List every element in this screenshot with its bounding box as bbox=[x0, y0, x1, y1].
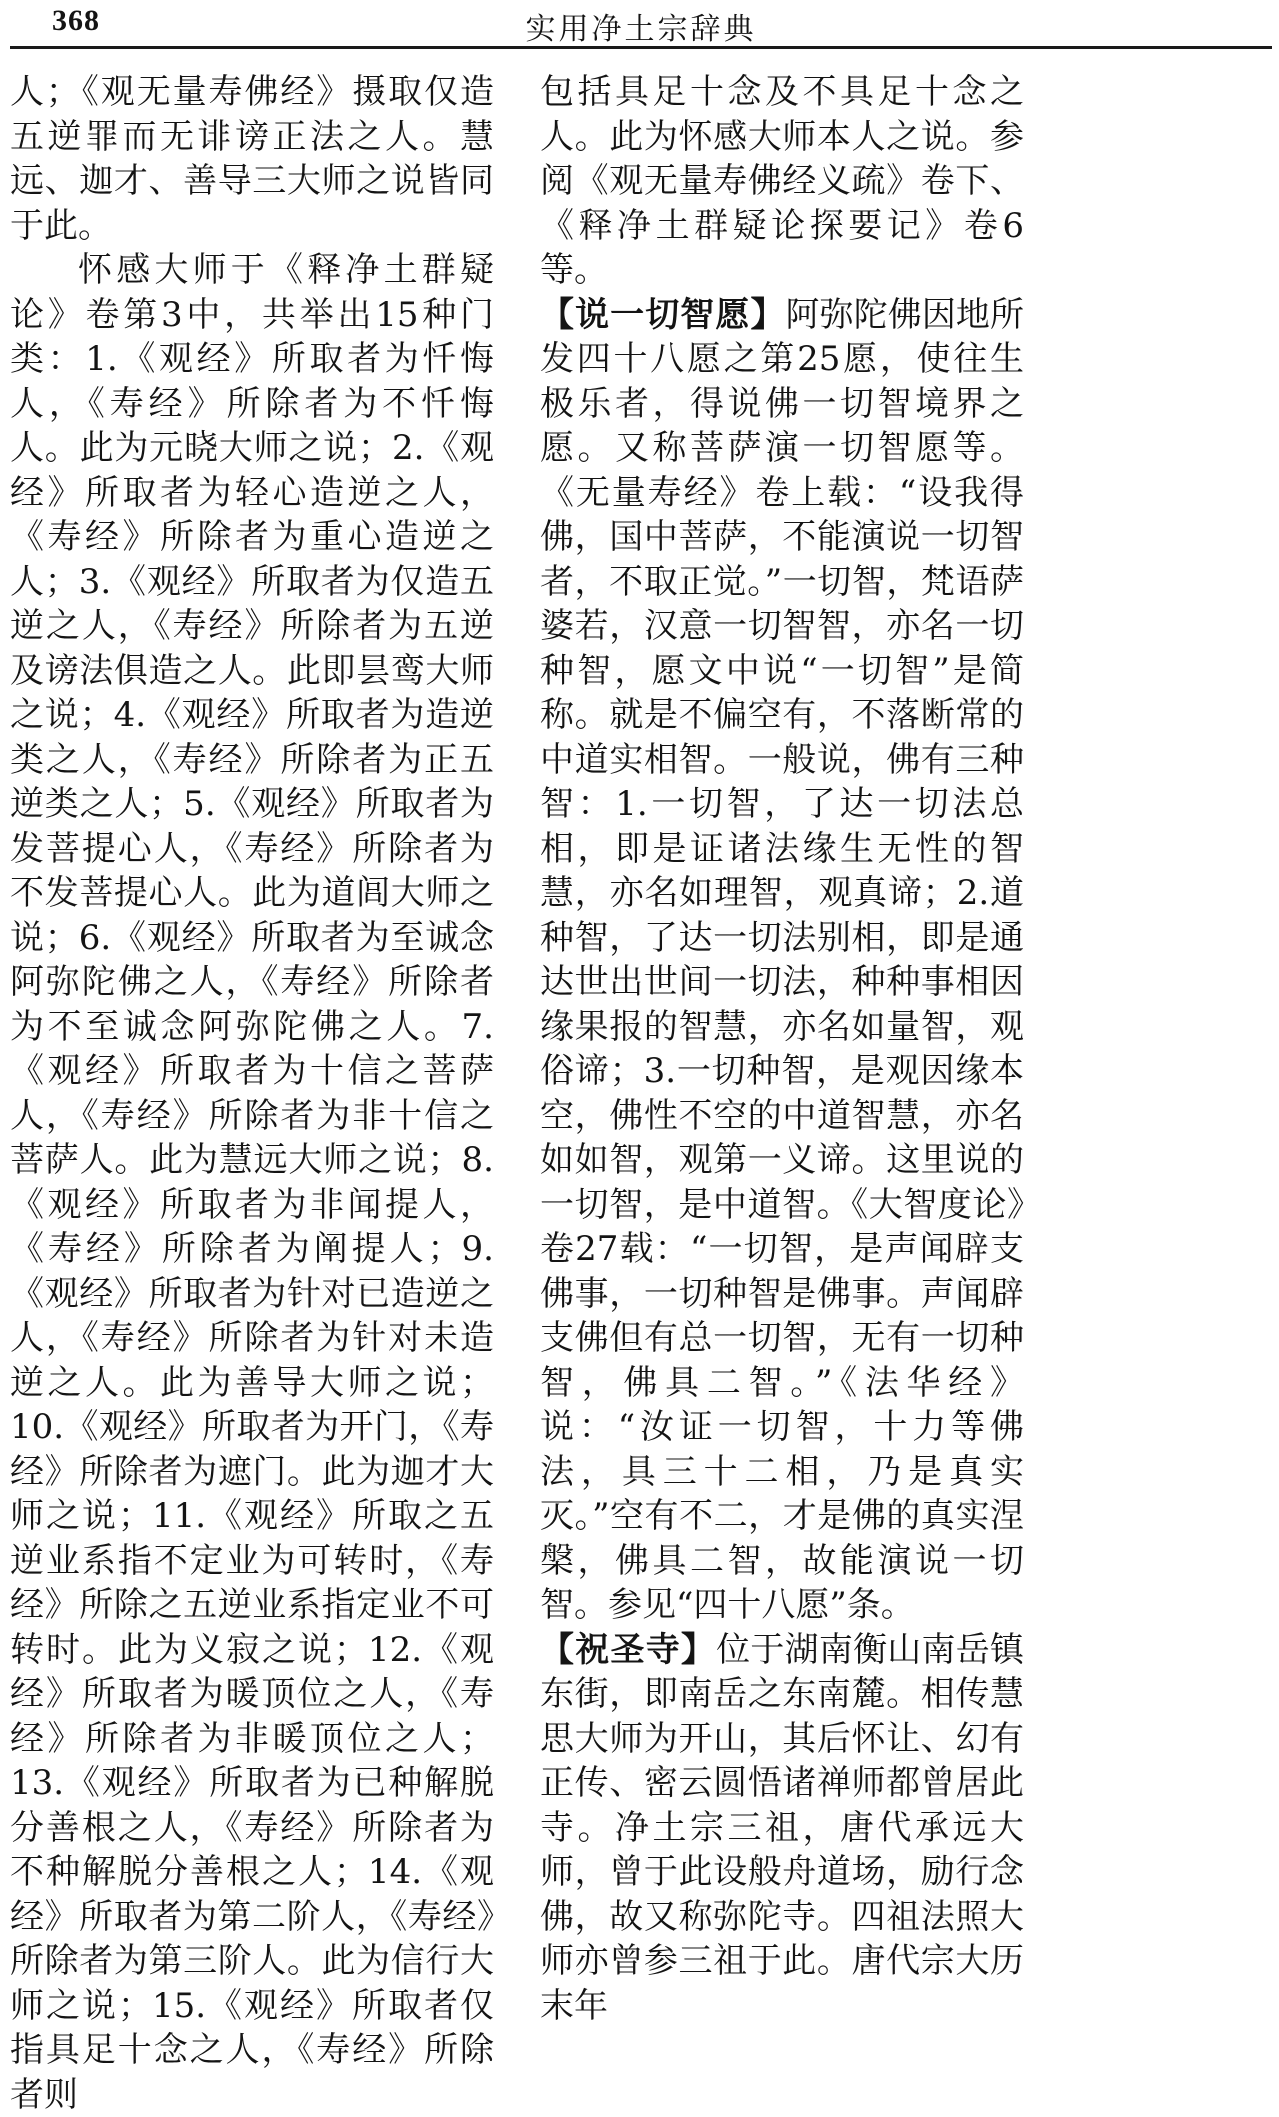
entry-headword: 【祝圣寺】 bbox=[540, 1629, 717, 1670]
running-title: 实用净土宗辞典 bbox=[525, 12, 757, 47]
right-column bbox=[540, 70, 1024, 2028]
entry-shuo-yiqie-zhi-yuan bbox=[540, 293, 1024, 1628]
entry-body: 阿弥陀佛因地所发四十八愿之第25愿，使往生极乐者，得说佛一切智境界之愿。又称菩萨演一切智愿等。《无量寿经》卷上载：“设我得佛，国中菩萨，不能演说一切智者，不取正觉。”一切智，梵语萨婆若，汉意一切智智，亦名一切种智，愿文中说“一切智”是简称。就是不偏空有，不落断常的中道实相智。一般说，佛有三种智：1.一切智，了达一切法总相，即是证诸法缘生无性的智慧，亦名如理智，观真谛；2.道种智，了达一切法别相，即是通达世出世间一切法，种种事相因缘果报的智慧，亦名如量智，观俗谛；3.一切种智，是观因缘本空，佛性不空的中道智慧，亦名如如智，观第一义谛。这里说的一切智，是中道智。《大智度论》卷27载：“一切智，是声闻辟支佛事，一切种智是佛事。声闻辟支佛但有总一切智，无有一切种智，佛具二智。”《法华经》说：“汝证一切智，十力等佛法，具三十二相，乃是真实灭。”空有不二，才是佛的真实涅槃，佛具二智，故能演说一切智。参见“四十八愿”条。 bbox=[540, 294, 1025, 1625]
entry-body: 位于湖南衡山南岳镇东街，即南岳之东南麓。相传慧思大师为开山，其后怀让、幻有正传、密云圆悟诸禅师都曾居此寺。净土宗三祖，唐代承远大师，曾于此设般舟道场，励行念佛，故又称弥陀寺。四祖法照大师亦曾参三祖于此。唐代宗大历末年 bbox=[540, 1629, 1025, 2026]
page-header bbox=[10, 0, 1272, 47]
entry-zhusheng-temple bbox=[540, 1628, 1024, 2029]
left-paragraph-continuation: 人；《观无量寿佛经》摄取仅造五逆罪而无诽谤正法之人。慧远、迦才、善导三大师之说皆同于此。 bbox=[10, 72, 494, 246]
page-number: 368 bbox=[52, 4, 100, 37]
entry-headword: 【说一切智愿】 bbox=[540, 294, 786, 335]
left-column bbox=[10, 70, 494, 2117]
left-paragraph-categories: 怀感大师于《释净土群疑论》卷第3中，共举出15种门类：1.《观经》所取者为忏悔人，《寿经》所除者为不忏悔人。此为元晓大师之说；2.《观经》所取者为轻心造逆之人，《寿经》所除者为重心造逆之人；3.《观经》所取者为仅造五逆之人，《寿经》所除者为五逆及谤法俱造之人。此即昙鸾大师之说；4.《观经》所取者为造逆类之人，《寿经》所除者为正五逆类之人；5.《观经》所取者为发菩提心人，《寿经》所除者为不发菩提心人。此为道闾大师之说；6.《观经》所取者为至诚念阿弥陀佛之人，《寿经》所除者为不至诚念阿弥陀佛之人。7.《观经》所取者为十信之菩萨人，《寿经》所除者为非十信之菩萨人。此为慧远大师之说；8.《观经》所取者为非闻提人，《寿经》所除者为阐提人；9.《观经》所取者为针对已造逆之人，《寿经》所除者为针对未造逆之人。此为善导大师之说；10.《观经》所取者为开门，《寿经》所除者为遮门。此为迦才大师之说；11.《观经》所取之五逆业系指不定业为可转时，《寿经》所除之五逆业系指定业不可转时。此为义寂之说；12.《观经》所取者为暖顶位之人，《寿经》所除者为非暖顶位之人；13.《观经》所取者为已种解脱分善根之人，《寿经》所除者为不种解脱分善根之人；14.《观经》所取者为第二阶人，《寿经》所除者为第三阶人。此为信行大师之说；15.《观经》所取者仅指具足十念之人，《寿经》所除者则 bbox=[10, 250, 494, 2115]
header-rule bbox=[10, 46, 1272, 49]
right-paragraph-continuation: 包括具足十念及不具足十念之人。此为怀感大师本人之说。参阅《观无量寿佛经义疏》卷下、《释净土群疑论探要记》卷6等。 bbox=[540, 72, 1024, 290]
